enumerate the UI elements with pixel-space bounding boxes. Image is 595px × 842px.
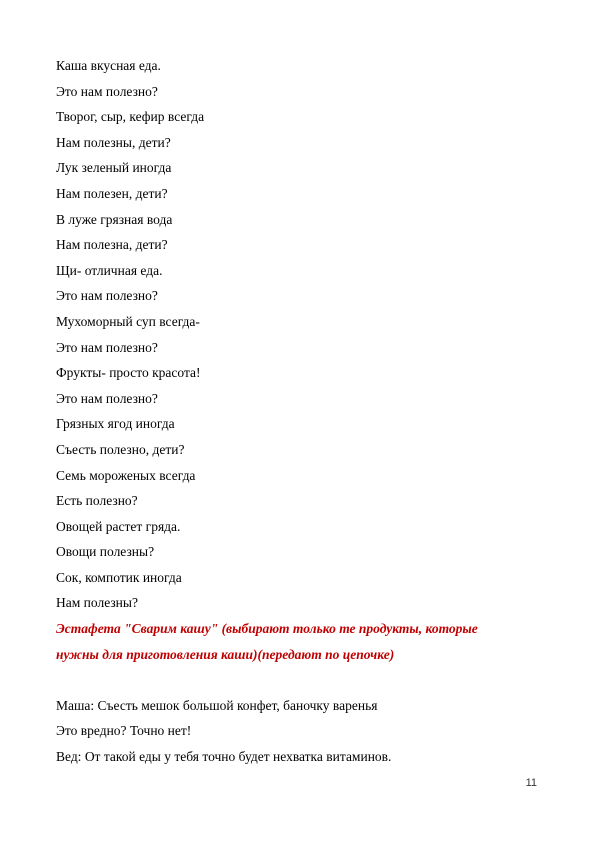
text-line: Каша вкусная еда.	[56, 58, 161, 73]
text-line: Семь мороженых всегда	[56, 467, 196, 483]
text-line: Есть полезно?	[56, 493, 138, 509]
relay-heading-line-1: Эстафета "Сварим кашу" (выбирают только те продукты, которые	[56, 621, 478, 637]
text-line: Лук зеленый иногда	[56, 160, 172, 176]
text-line: В луже грязная вода	[56, 211, 173, 227]
text-line: Щи- отличная еда.	[56, 262, 163, 278]
text-line: Нам полезен, дети?	[56, 185, 168, 201]
text-line: Нам полезна, дети?	[56, 237, 168, 253]
text-line: Овощи полезны?	[56, 544, 155, 560]
text-line: Фрукты- просто красота!	[56, 365, 201, 381]
text-line: Мухоморный суп всегда-	[56, 313, 200, 329]
dialogue-line: Это вредно? Точно нет!	[56, 723, 192, 739]
text-line: Съесть полезно, дети?	[56, 441, 185, 457]
text-line: Это нам полезно?	[56, 339, 158, 355]
blank-line	[56, 667, 536, 693]
text-line: Это нам полезно?	[56, 83, 158, 99]
text-line: Нам полезны, дети?	[56, 134, 171, 150]
dialogue-line: Маша: Съесть мешок большой конфет, баночку варенья	[56, 697, 378, 713]
text-line: Это нам полезно?	[56, 390, 158, 406]
text-line: Грязных ягод иногда	[56, 416, 175, 432]
text-line: Это нам полезно?	[56, 288, 158, 304]
dialogue-line: Вед: От такой еды у тебя точно будет нехватка витаминов.	[56, 749, 392, 765]
page-number: 11	[525, 777, 537, 789]
text-line: Творог, сыр, кефир всегда	[56, 109, 205, 125]
document-body	[56, 53, 536, 770]
text-line: Овощей растет гряда.	[56, 518, 181, 534]
relay-heading-line-2: нужны для приготовления каши)(передают по цепочке)	[56, 646, 395, 662]
text-line: Нам полезны?	[56, 595, 138, 611]
text-line: Сок, компотик иногда	[56, 569, 182, 585]
